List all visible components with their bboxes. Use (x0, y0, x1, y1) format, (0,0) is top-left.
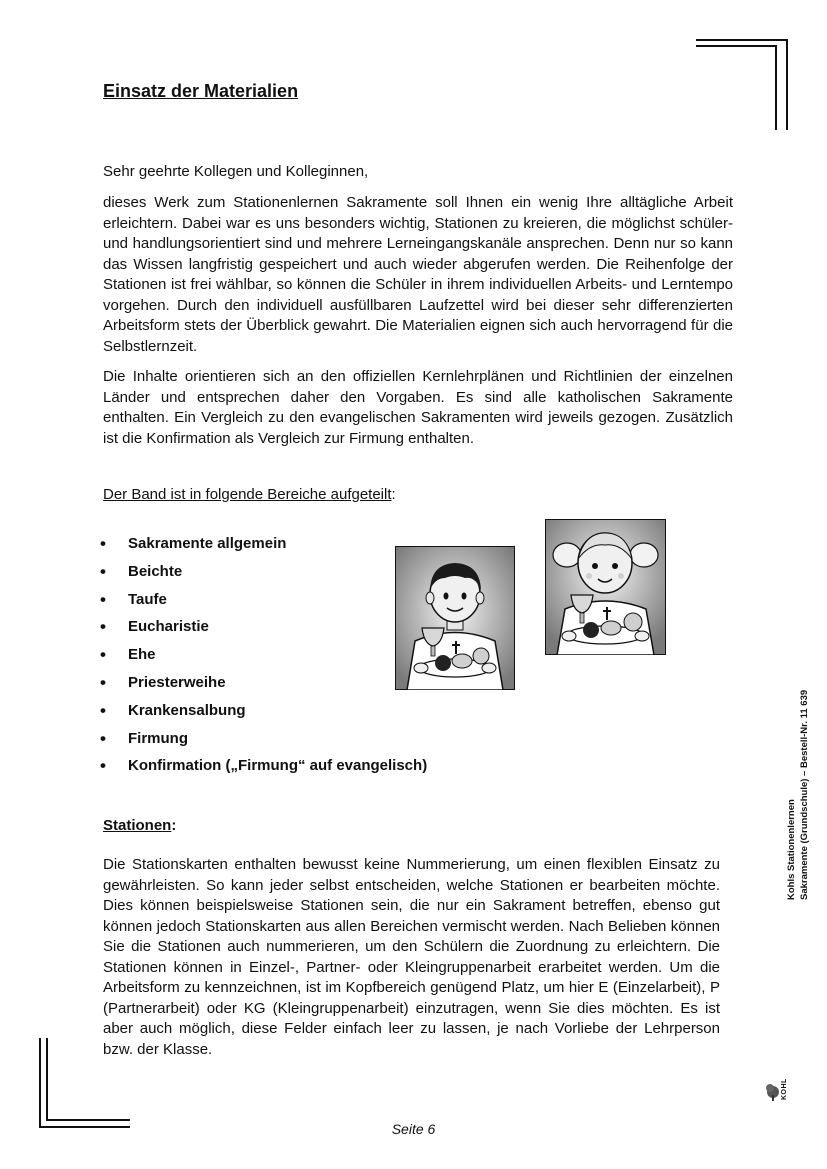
list-item: • Krankensalbung (100, 699, 427, 727)
series-info (785, 690, 811, 900)
sections-heading (103, 486, 396, 503)
stationen-heading (103, 817, 176, 834)
list-item: • Beichte (100, 560, 427, 588)
page-title: Einsatz der Materialien (103, 81, 299, 101)
corner-frame-top-right (690, 36, 790, 132)
series-title: Kohls Stationenlernen (786, 799, 797, 900)
page-number: Seite 6 (391, 1121, 436, 1137)
list-item: • Firmung (100, 727, 427, 755)
stationen-heading-text: Stationen (103, 817, 172, 834)
tree-logo-icon (766, 1068, 780, 1102)
list-item: • Konfirmation („Firmung“ auf evangelisch) (100, 754, 427, 782)
girl-with-chalice-icon (545, 519, 666, 655)
boy-with-chalice-icon (395, 546, 515, 690)
sections-heading-colon: : (391, 486, 396, 503)
list-item: • Priesterweihe (100, 671, 427, 699)
intro-paragraph: dieses Werk zum Stationenlernen Sakramente soll Ihnen ein wenig Ihre alltägliche Arbeit erleichtern. Dabei war es uns besonders wichtig, Stationen zu kreieren, die möglichst schüler- und handlungsorientiert sind und mehrere Lerneingangskanäle ansprechen. Denn nur so kann das Wissen langfristig gespeichert und auch wieder abgerufen werden. Die Reihenfolge der Stationen ist frei wählbar, so können die Schüler in ihrem individuellen Arbeits- und Lerntempo vorgehen. Durch den individuell ausfüllbaren Laufzettel wird bei dieser sehr differenzierten Arbeitsform stets der Überblick gewahrt. Die Materialien eignen sich auch hervorragend für die Selbstlernzeit. (103, 194, 733, 355)
list-item: • Ehe (100, 643, 427, 671)
series-order-number: Sakramente (Grundschule) – Bestell-Nr. 11 639 (799, 689, 810, 900)
greeting: Sehr geehrte Kollegen und Kolleginnen, (103, 163, 369, 180)
list-item: • Eucharistie (100, 615, 427, 643)
publisher-logo: KOHL (781, 1078, 788, 1100)
stationen-paragraph: Die Stationskarten enthalten bewusst keine Nummerierung, um einen flexiblen Einsatz zu gewährleisten. So kann jeder selbst entscheiden, welche Stationen er bearbeiten möchte. Dies können beispielsweise Stationen sein, die nur ein Sakrament betreffen, ebenso gut können jedoch Stationskarten aus allen Bereichen vermischt werden. Nach Belieben können Sie die Stationen auch nummerieren, um den Schülern die Zuordnung zu erleichtern. Die Stationen können in Einzel-, Partner- oder Kleingruppenarbeit erarbeitet werden. Um die Arbeitsform zu kennzeichnen, ist im Kopfbereich genügend Platz, um hier E (Einzelarbeit), P (Partnerarbeit) oder KG (Kleingruppenarbeit) einzutragen, wenn Sie dies möchten. Es ist aber auch möglich, diese Felder einfach leer zu lassen, je nach Vorliebe der Lehrperson bzw. der Klasse. (103, 856, 720, 1058)
content-paragraph: Die Inhalte orientieren sich an den offiziellen Kernlehrplänen und Richtlinien der einzelnen Länder und entsprechen daher den Vorgaben. Es sind alle katholischen Sakramente enthalten. Ein Vergleich zu den evangelischen Sakramenten wird jeweils gezogen. Zusätzlich ist die Konfirmation als Vergleich zur Firmung enthalten. (103, 368, 733, 447)
sections-heading-text: Der Band ist in folgende Bereiche aufgeteilt (103, 486, 392, 503)
list-item: • Taufe (100, 588, 427, 616)
stationen-heading-colon: : (171, 817, 177, 834)
list-item: • Sakramente allgemein (100, 532, 427, 560)
topic-list (100, 532, 427, 782)
